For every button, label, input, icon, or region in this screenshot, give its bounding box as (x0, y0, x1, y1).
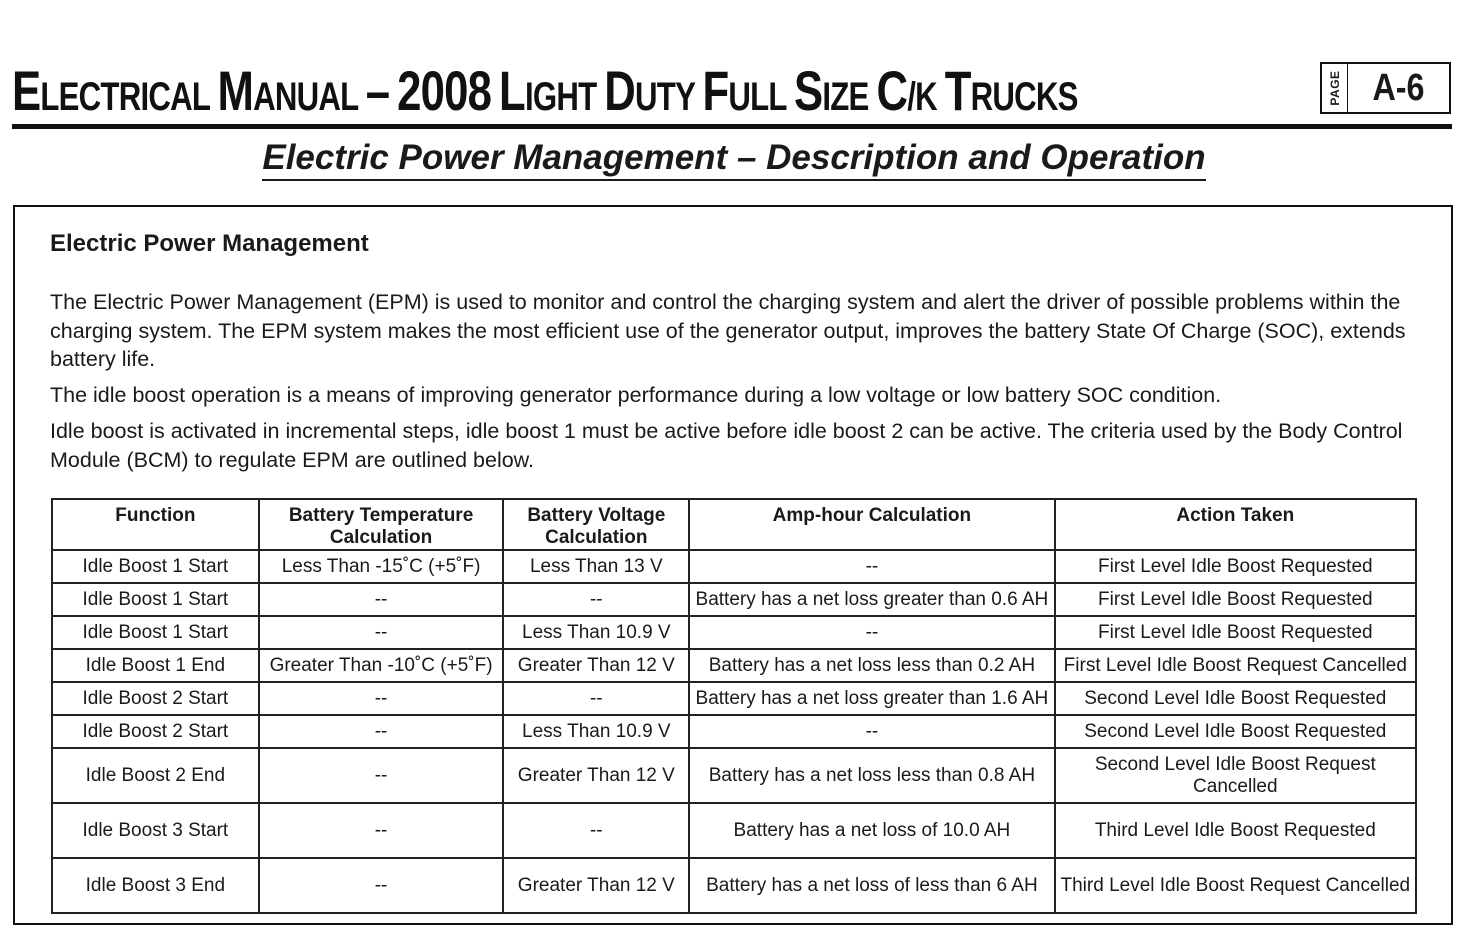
cell-action: Second Level Idle Boost Request Cancelled (1055, 748, 1416, 803)
cell-action: Second Level Idle Boost Requested (1055, 682, 1416, 715)
page-subtitle (0, 138, 1468, 178)
cell-temperature: -- (259, 715, 504, 748)
cell-voltage: Less Than 10.9 V (503, 715, 689, 748)
cell-amp-hour: Battery has a net loss greater than 1.6 AH (689, 682, 1054, 715)
header-rule (12, 124, 1452, 129)
cell-temperature: Less Than -15˚C (+5˚F) (259, 550, 504, 583)
cell-amp-hour: -- (689, 550, 1054, 583)
cell-temperature: -- (259, 583, 504, 616)
paragraph-idle-boost: The idle boost operation is a means of improving generator performance during a low voltage or low battery SOC condition. (50, 383, 1222, 407)
table-row (52, 649, 1416, 682)
page-indicator (1320, 62, 1451, 114)
cell-temperature: -- (259, 748, 504, 803)
header-battery-voltage: Battery Voltage Calculation (503, 499, 689, 550)
cell-amp-hour: Battery has a net loss less than 0.2 AH (689, 649, 1054, 682)
cell-amp-hour: Battery has a net loss less than 0.8 AH (689, 748, 1054, 803)
cell-voltage: -- (503, 682, 689, 715)
header-battery-temperature: Battery Temperature Calculation (259, 499, 504, 550)
cell-function: Idle Boost 2 End (52, 748, 259, 803)
cell-function: Idle Boost 3 Start (52, 803, 259, 858)
table-row (52, 550, 1416, 583)
cell-function: Idle Boost 2 Start (52, 682, 259, 715)
epm-criteria-table (51, 498, 1417, 914)
cell-voltage: -- (503, 583, 689, 616)
header-amp-hour: Amp-hour Calculation (689, 499, 1054, 550)
cell-amp-hour: Battery has a net loss of less than 6 AH (689, 858, 1054, 913)
manual-header (12, 56, 1112, 126)
cell-action: Third Level Idle Boost Requested (1055, 803, 1416, 858)
page-number: A-6 (1372, 67, 1425, 109)
cell-action: First Level Idle Boost Requested (1055, 616, 1416, 649)
cell-voltage: Greater Than 12 V (503, 858, 689, 913)
cell-amp-hour: Battery has a net loss of 10.0 AH (689, 803, 1054, 858)
cell-function: Idle Boost 2 Start (52, 715, 259, 748)
table-row (52, 682, 1416, 715)
manual-title: ELECTRICAL MANUAL – 2008 LIGHT DUTY FULL SIZE C/K TRUCKS (12, 59, 1078, 122)
cell-temperature: -- (259, 858, 504, 913)
cell-temperature: Greater Than -10˚C (+5˚F) (259, 649, 504, 682)
cell-function: Idle Boost 3 End (52, 858, 259, 913)
page-label (1322, 64, 1348, 112)
cell-amp-hour: -- (689, 715, 1054, 748)
table-row (52, 715, 1416, 748)
cell-voltage: Less Than 10.9 V (503, 616, 689, 649)
cell-voltage: Greater Than 12 V (503, 748, 689, 803)
cell-action: Third Level Idle Boost Request Cancelled (1055, 858, 1416, 913)
page-label-text: PAGE (1327, 70, 1342, 106)
cell-temperature: -- (259, 616, 504, 649)
header-function: Function (52, 499, 259, 550)
cell-action: First Level Idle Boost Request Cancelled (1055, 649, 1416, 682)
table-header-row (52, 499, 1416, 550)
cell-action: First Level Idle Boost Requested (1055, 583, 1416, 616)
cell-temperature: -- (259, 803, 504, 858)
paragraph-epm-intro: The Electric Power Management (EPM) is used to monitor and control the charging system and alert the driver of possible problems within the charging system. The EPM system makes the most efficient use of the generator output, improves the battery State Of Charge (SOC), extends battery life. (50, 290, 1406, 371)
cell-function: Idle Boost 1 Start (52, 550, 259, 583)
table-row (52, 616, 1416, 649)
cell-function: Idle Boost 1 Start (52, 583, 259, 616)
table-row (52, 748, 1416, 803)
cell-action: Second Level Idle Boost Requested (1055, 715, 1416, 748)
cell-function: Idle Boost 1 Start (52, 616, 259, 649)
cell-voltage: Greater Than 12 V (503, 649, 689, 682)
page-subtitle-text: Electric Power Management – Description and Operation (262, 138, 1205, 181)
cell-voltage: Less Than 13 V (503, 550, 689, 583)
cell-function: Idle Boost 1 End (52, 649, 259, 682)
cell-action: First Level Idle Boost Requested (1055, 550, 1416, 583)
cell-temperature: -- (259, 682, 504, 715)
table-row (52, 583, 1416, 616)
cell-voltage: -- (503, 803, 689, 858)
paragraph-criteria: Idle boost is activated in incremental steps, idle boost 1 must be active before idle boost 2 can be active. The criteria used by the Body Control Module (BCM) to regulate EPM are outlined below. (50, 419, 1403, 472)
cell-amp-hour: Battery has a net loss greater than 0.6 AH (689, 583, 1054, 616)
table-row (52, 858, 1416, 913)
cell-amp-hour: -- (689, 616, 1054, 649)
section-heading: Electric Power Management (50, 230, 369, 257)
table-row (52, 803, 1416, 858)
header-action-taken: Action Taken (1055, 499, 1416, 550)
